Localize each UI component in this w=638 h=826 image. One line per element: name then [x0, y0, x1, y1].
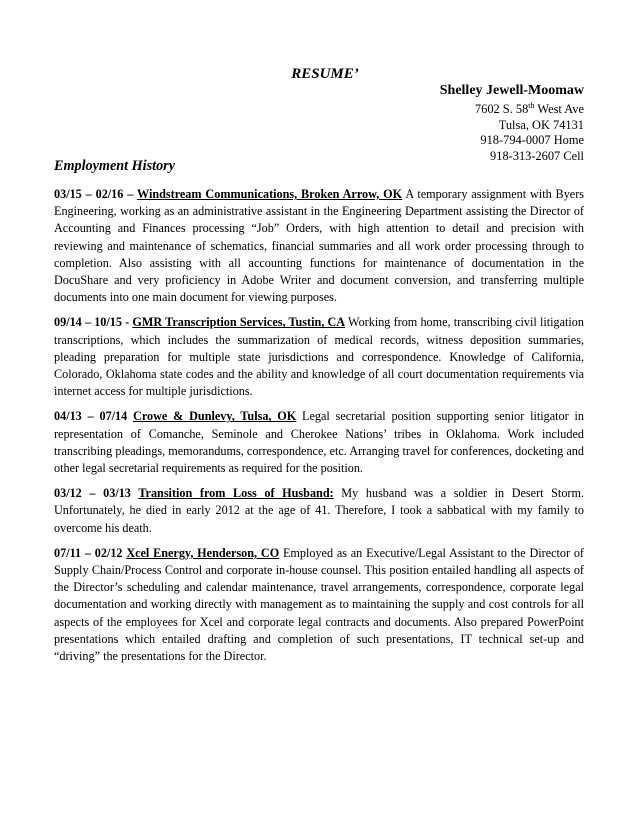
entry-employer: GMR Transcription Services, Tustin, CA	[132, 315, 346, 330]
phone-home: 918-794-0007 Home	[480, 133, 584, 148]
entry-dates: 09/14 – 10/15 -	[54, 315, 133, 330]
entry-employer: Windstream Communications, Broken Arrow, OK	[137, 187, 403, 201]
section-heading-employment: Employment History	[54, 158, 175, 174]
entry-employer: Crowe & Dunlevy, Tulsa, OK	[133, 409, 297, 424]
employment-list	[54, 186, 584, 673]
entry-dates: 07/11 – 02/12	[54, 545, 127, 560]
entry-description: Legal secretarial position supporting senior litigator in representation of Comanche, Seminole and Cherokee Nations’ tribes in Oklahoma. Work included transcribing pleadings, memorandums, correspondence, etc. Arranging travel for conferences, docketing and other legal secretarial requirements as required for the position.	[54, 409, 584, 476]
phone-cell: 918-313-2607 Cell	[490, 148, 584, 163]
entry-description: Employed as an Executive/Legal Assistant to the Director of Supply Chain/Process Control and corporate in-house counsel. This position entailed handling all aspects of the Director’s scheduling and calendar maintenance, travel arrangements, correspondence, corporate legal documentation and working directly with management as to maintaining the supply and cost controls for all aspects of the employees for Xcel and corporate legal contracts and documents. Also prepared PowerPoint presentations which entailed drafting and completion of such presentations, IT technical set-up and “driving” the presentations for the Director.	[54, 545, 584, 664]
resume-title: RESUME’	[291, 66, 359, 82]
address-city: Tulsa, OK 74131	[498, 117, 584, 132]
entry-dates: 04/13 – 07/14	[54, 409, 134, 424]
entry-description: A temporary assignment with Byers Engineering, working as an administrative assistant in the Engineering Department assisting the Director of Accounting and Finances processing “Job” Orders, with high attention to detail and precision with reviewing and maintenance of schematics, financial summaries and all work order processing through to completion. Also assisting with all accounting functions for maintenance of documentation in the DocuShare and very proficiency in Adobe Writer and document conversion, and transferring multiple documents into one main document for viewing purposes.	[54, 187, 584, 305]
entry-description: My husband was a soldier in Desert Storm. Unfortunately, he died in early 2012 at the age of 41. Therefore, I took a sabbatical with my family to overcome his death.	[54, 486, 584, 535]
employment-entry	[54, 545, 584, 665]
entry-dates: 03/15 – 02/16 –	[54, 187, 137, 201]
employment-entry	[54, 186, 584, 306]
employment-entry	[54, 408, 584, 477]
employment-entry	[54, 314, 584, 400]
applicant-name: Shelley Jewell-Moomaw	[439, 83, 584, 98]
employment-entry	[54, 485, 584, 537]
entry-employer: Transition from Loss of Husband:	[138, 486, 334, 501]
contact-block	[440, 82, 584, 164]
entry-description: Working from home, transcribing civil litigation transcriptions, which includes the summarization of medical records, witness deposition summaries, pleading preparation for multiple state jurisdictions and correspondence. Knowledge of California, Colorado, Oklahoma state codes and the ability and knowledge of all court documentation requirements via internet access for multiple jurisdictions.	[54, 315, 584, 399]
entry-dates: 03/12 – 03/13	[54, 486, 139, 501]
address-street: 7602 S. 58th West Ave	[474, 100, 584, 116]
entry-employer: Xcel Energy, Henderson, CO	[126, 545, 280, 560]
